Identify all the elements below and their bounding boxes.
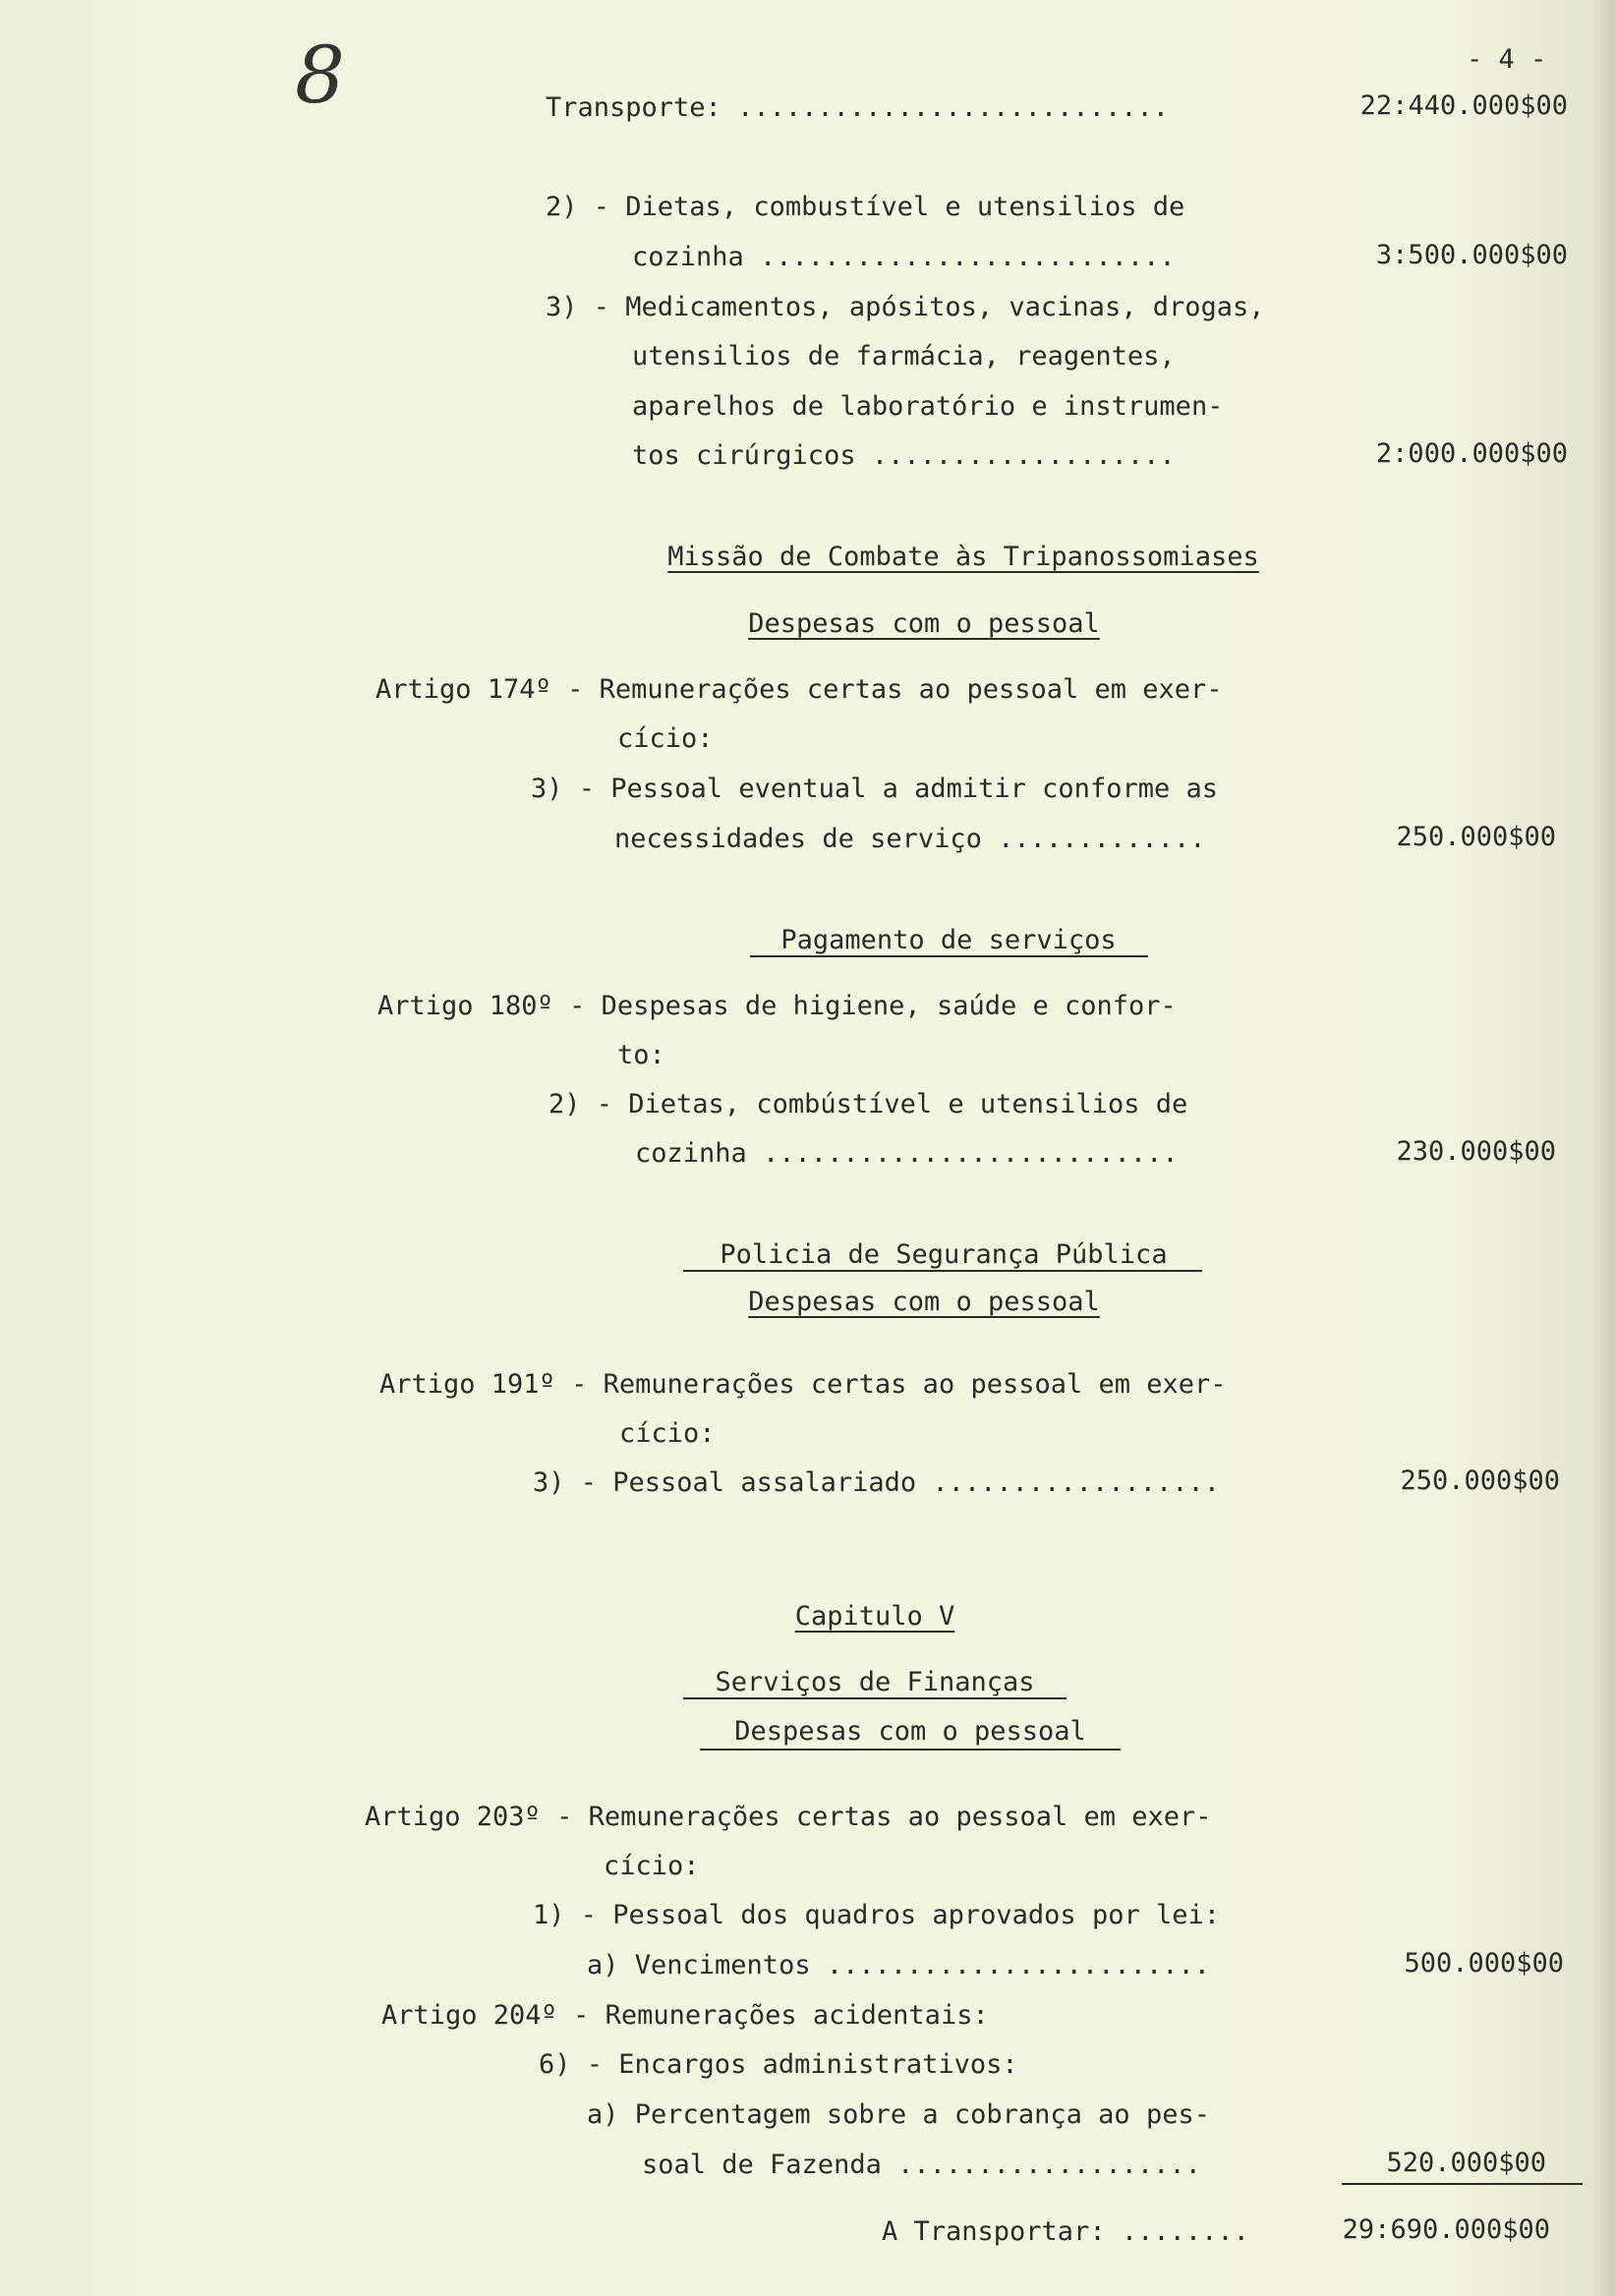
- missao-title: Missão de Combate às Tripanossomiases: [667, 542, 1259, 572]
- capitulo-item1-line: 1) - Pessoal dos quadros aprovados por lei:: [533, 1900, 1220, 1930]
- pagamento-item2-line2: cozinha ..........................: [635, 1138, 1179, 1169]
- art180-line2: to:: [617, 1040, 665, 1070]
- capitulo-item1a-line: a) Vencimentos ........................: [587, 1950, 1210, 1980]
- capitulo-item6a-amount: 520.000$00: [1386, 2148, 1546, 2178]
- policia-subtitle: Despesas com o pessoal: [748, 1287, 1100, 1317]
- missao-item3-line2: necessidades de serviço .............: [614, 824, 1206, 854]
- capitulo-title: Capitulo V: [794, 1601, 955, 1632]
- subtotal-rule: [1342, 2183, 1583, 2185]
- item-3a-line2: utensilios de farmácia, reagentes,: [632, 341, 1176, 372]
- handwritten-page-number: 8: [295, 29, 345, 121]
- policia-title: Policia de Segurança Pública: [720, 1239, 1168, 1270]
- page-edge-shadow: [1593, 0, 1615, 2296]
- item-3a-line4: tos cirúrgicos ...................: [632, 440, 1176, 471]
- art203-line2: cício:: [604, 1851, 700, 1881]
- capitulo-subtitle-underline: [683, 1697, 1067, 1699]
- art174-line2: cício:: [617, 723, 714, 754]
- art204-line: Artigo 204º - Remunerações acidentais:: [381, 2000, 989, 2031]
- art191-line2: cício:: [619, 1418, 716, 1449]
- item-2a-line2: cozinha ..........................: [632, 242, 1176, 272]
- a-transportar-label: A Transportar: ........: [882, 2216, 1249, 2247]
- art180-line1: Artigo 180º - Despesas de higiene, saúde e confor-: [377, 991, 1177, 1021]
- page-marker: - 4 -: [1467, 44, 1547, 75]
- capitulo-subsubtitle-underline: [700, 1749, 1121, 1751]
- art203-line1: Artigo 203º - Remunerações certas ao pessoal em exer-: [365, 1802, 1212, 1832]
- pagamento-title: Pagamento de serviços: [780, 925, 1117, 955]
- pagamento-underline: [750, 955, 1148, 957]
- policia-item3-line: 3) - Pessoal assalariado ..................: [533, 1467, 1220, 1498]
- item-2a-amount: 3:500.000$00: [1375, 240, 1568, 270]
- transporte-amount: 22:440.000$00: [1359, 90, 1568, 121]
- capitulo-item6a-line2: soal de Fazenda ...................: [642, 2150, 1201, 2180]
- transporte-label: Transporte: ...........................: [546, 92, 1169, 123]
- capitulo-subsubtitle: Despesas com o pessoal: [734, 1716, 1086, 1747]
- a-transportar-amount: 29:690.000$00: [1342, 2214, 1550, 2245]
- item-2a-line1: 2) - Dietas, combustível e utensilios de: [546, 192, 1185, 222]
- missao-item3-line1: 3) - Pessoal eventual a admitir conforme as: [531, 774, 1218, 804]
- missao-item3-amount: 250.000$00: [1396, 822, 1556, 852]
- art191-line1: Artigo 191º - Remunerações certas ao pessoal em exer-: [379, 1369, 1227, 1400]
- missao-subtitle: Despesas com o pessoal: [748, 608, 1100, 639]
- item-3a-line3: aparelhos de laboratório e instrumen-: [632, 391, 1224, 422]
- art174-line1: Artigo 174º - Remunerações certas ao pessoal em exer-: [375, 674, 1223, 705]
- policia-item3-amount: 250.000$00: [1400, 1465, 1560, 1496]
- capitulo-item1a-amount: 500.000$00: [1404, 1948, 1564, 1979]
- item-3a-line1: 3) - Medicamentos, apósitos, vacinas, drogas,: [546, 292, 1265, 322]
- capitulo-item6a-line1: a) Percentagem sobre a cobrança ao pes-: [587, 2099, 1210, 2130]
- pagamento-item2-amount: 230.000$00: [1396, 1136, 1556, 1167]
- capitulo-subtitle: Serviços de Finanças: [715, 1667, 1035, 1697]
- capitulo-item6-line: 6) - Encargos administrativos:: [539, 2049, 1018, 2080]
- pagamento-item2-line1: 2) - Dietas, combústível e utensilios de: [548, 1089, 1188, 1119]
- policia-underline: [683, 1270, 1202, 1272]
- item-3a-amount: 2:000.000$00: [1375, 438, 1568, 469]
